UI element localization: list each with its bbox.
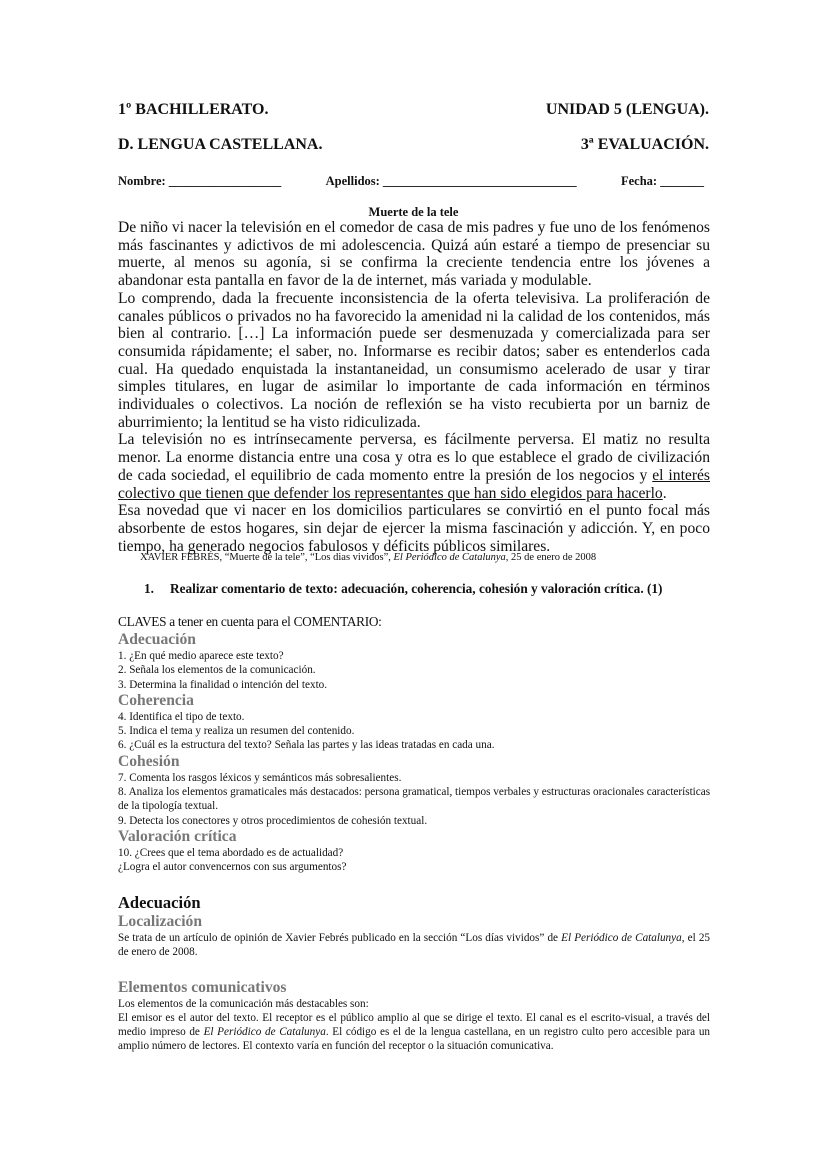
text-segment: , el 25 de enero de 2008.: [118, 932, 711, 959]
list-item: 7. Comenta los rasgos léxicos y semánticos más sobresalientes.: [118, 771, 402, 784]
newspaper-name: El Periódico de Catalunya: [203, 1026, 326, 1039]
list-item: 8. Analiza los elementos gramaticales más destacados: persona gramatical, tiempos verbales y estructuras oracionales características de la tipología textual.: [118, 786, 711, 813]
header-row-2: [118, 136, 709, 154]
name-field[interactable]: Nombre: __________________: [118, 174, 282, 188]
article-body: [118, 219, 710, 555]
article-paragraph: De niño vi nacer la televisión en el comedor de casa de mis padres y fue uno de los fenómenos más fascinantes y adictivos de mi adolescencia. Quizá aún estaré a tiempo de presenciar su muerte, al menos su agonía, si se confirma la creciente tendencia entre los jóvenes a abandonar esta pantalla en favor de la de internet, más variada y modulable.: [118, 219, 710, 290]
elementos-heading: Elementos comunicativos: [118, 978, 287, 996]
task-instruction: [144, 581, 663, 597]
answer-heading: Adecuación: [118, 893, 201, 912]
elementos-text: [118, 1011, 710, 1054]
underlined-text: el interés colectivo que tienen que defender los representantes que han sido elegidos para hacerlo: [118, 466, 711, 502]
task-number: 1.: [144, 581, 154, 596]
group-heading: Valoración crítica: [118, 827, 237, 845]
claves-group-adecuacion: [118, 631, 718, 692]
department-label: D. LENGUA CASTELLANA.: [118, 136, 323, 153]
list-item: 2. Señala los elementos de la comunicación.: [118, 664, 316, 677]
list-item: 3. Determina la finalidad o intención del texto.: [118, 678, 328, 691]
article-paragraph: [118, 431, 710, 502]
article-paragraph: Lo comprendo, dada la frecuente inconsistencia de la oferta televisiva. La proliferación de canales públicos o privados no ha favorecido la amenidad ni la calidad de los contenidos, más bien al contrario. […] La información puede ser desmenuzada y comercializada para ser consumida rápidamente; el saber, no. Informarse es recibir datos; saber es entenderlos cada cual. Ha quedado enquistada la instantaneidad, un consumismo acelerado de usar y tirar simples titulares, en lugar de asimilar lo importante de cada información en términos individuales o colectivos. La noción de reflexión se ha visto recubierta por un barniz de aburrimiento; la lentitud se ha visto ridiculizada.: [118, 289, 710, 431]
article-paragraph: Esa novedad que vi nacer en los domicilios particulares se convirtió en el punto focal más absorbente de estos hogares, sin dejar de ejercer la misma fascinación y adicción. Y, en poco tiempo, ha generado negocios fabulosos y déficits públicos similares.: [118, 502, 710, 555]
source-newspaper: El Periódico de Catalunya: [393, 552, 506, 563]
header-row-1: [118, 101, 709, 119]
group-heading: Coherencia: [118, 691, 194, 709]
claves-group-cohesion: [118, 753, 718, 828]
newspaper-name: El Periódico de Catalunya: [561, 932, 682, 944]
claves-group-coherencia: [118, 692, 718, 753]
list-item: 1. ¿En qué medio aparece este texto?: [118, 650, 284, 662]
source-date: , 25 de enero de 2008: [505, 552, 597, 563]
course-label: 1º BACHILLERATO.: [118, 101, 269, 118]
list-item: 6. ¿Cuál es la estructura del texto? Señala las partes y las ideas tratadas en cada una.: [118, 739, 495, 752]
list-item: ¿Logra el autor convencernos con sus argumentos?: [118, 861, 347, 874]
answer-section: [118, 893, 710, 1054]
evaluation-label: 3ª EVALUACIÓN.: [580, 136, 709, 153]
paragraph-text: La televisión no es intrínsecamente perversa, es fácilmente perversa. El matiz no resulta menor. La enorme distancia entre una cosa y otra es lo que establece el grado de civilización de cada sociedad, el equilibrio de cada momento entre la presión de los negocios y: [118, 431, 710, 484]
group-heading: Adecuación: [118, 631, 196, 648]
localizacion-heading: Localización: [118, 913, 203, 930]
student-form-line: [118, 174, 704, 189]
text-segment: Se trata de un artículo de opinión de Xavier Febrés publicado en la sección “Los días vividos” de: [118, 932, 562, 944]
date-field[interactable]: Fecha: _______: [621, 174, 704, 188]
claves-title: CLAVES a tener en cuenta para el COMENTARIO:: [118, 614, 382, 629]
unit-label: UNIDAD 5 (LENGUA).: [545, 101, 709, 118]
list-item: 5. Indica el tema y realiza un resumen del contenido.: [118, 725, 355, 738]
list-item: 10. ¿Crees que el tema abordado es de actualidad?: [118, 846, 344, 859]
text-segment: El emisor es el autor del texto. El receptor es el público amplio al que se dirige el texto. El canal es el escrito-visual, a través del medio impreso de: [118, 1011, 710, 1039]
paragraph-text: .: [662, 484, 667, 502]
elementos-intro: Los elementos de la comunicación más destacables son:: [118, 997, 369, 1010]
task-text: Realizar comentario de texto: adecuación, coherencia, cohesión y valoración crítica. (1): [170, 581, 663, 596]
claves-section: [118, 614, 718, 875]
list-item: 4. Identifica el tipo de texto.: [118, 710, 245, 723]
localizacion-text: [118, 931, 710, 960]
article-source: [140, 552, 596, 563]
group-heading: Cohesión: [118, 752, 180, 770]
claves-group-valoracion: [118, 828, 718, 875]
surname-field[interactable]: Apellidos: _______________________________: [325, 174, 577, 188]
list-item: 9. Detecta los conectores y otros procedimientos de cohesión textual.: [118, 814, 428, 827]
source-text: XAVIER FEBRÉS, “Muerte de la tele”, “Los dias vividos”,: [140, 552, 394, 563]
text-segment: . El código es el de la lengua castellana, en un registro culto pero accesible para un amplio número de lectores. El contexto varía en función del receptor o la situación comunicativa.: [118, 1026, 711, 1053]
article-title: Muerte de la tele: [368, 205, 459, 219]
